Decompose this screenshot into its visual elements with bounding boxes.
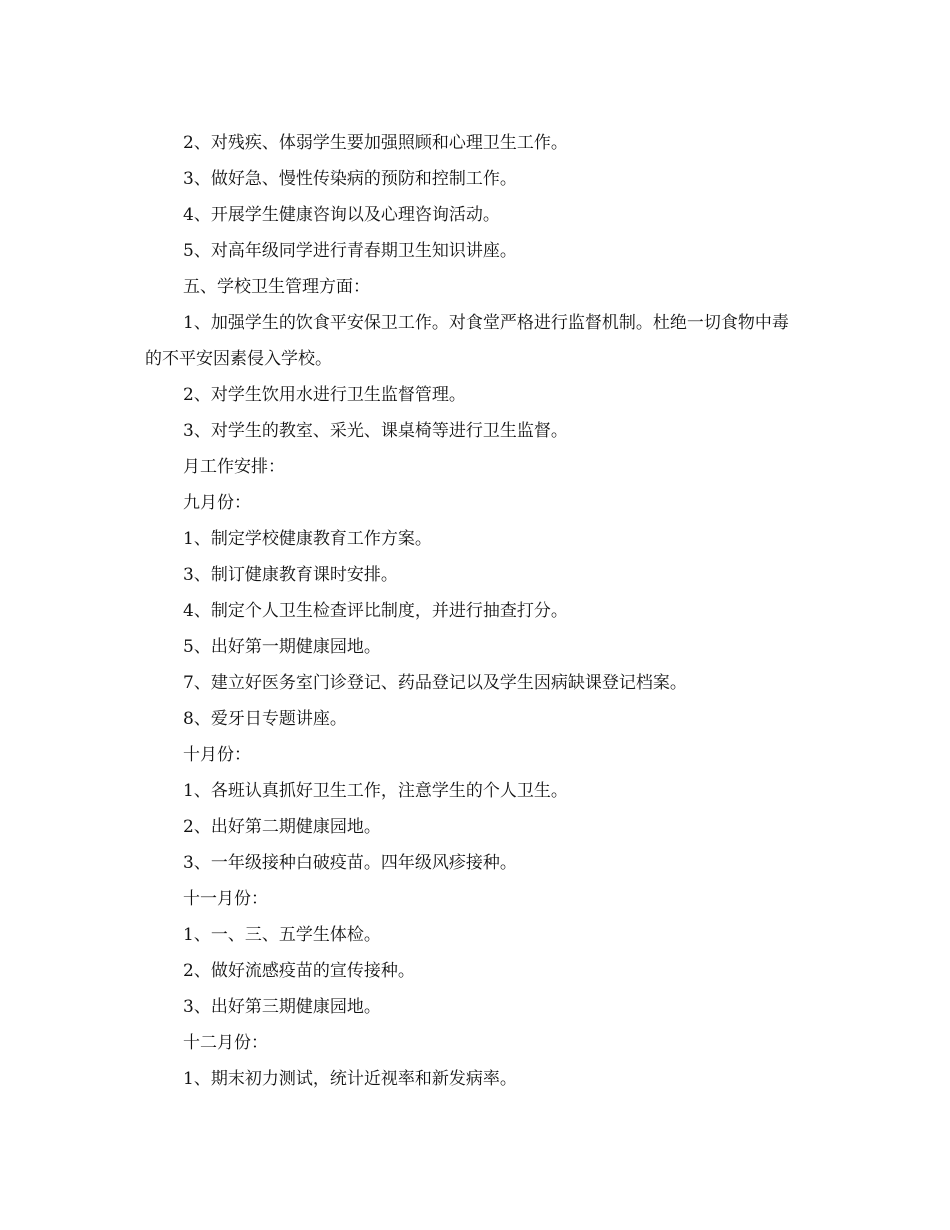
- paragraph: 1、制定学校健康教育工作方案。: [183, 529, 432, 549]
- paragraph: 2、出好第二期健康园地。: [183, 817, 381, 837]
- paragraph: 1、加强学生的饮食平安保卫工作。对食堂严格进行监督机制。杜绝一切食物中毒的不平安因素侵入学校。: [145, 313, 789, 369]
- paragraph: 3、一年级接种白破疫苗。四年级风疹接种。: [183, 853, 517, 873]
- paragraph: 3、制订健康教育课时安排。: [183, 565, 398, 585]
- section-heading: 五、学校卫生管理方面：: [183, 277, 370, 297]
- section-heading: 月工作安排：: [183, 457, 285, 477]
- paragraph: 7、建立好医务室门诊登记、药品登记以及学生因病缺课登记档案。: [183, 673, 687, 693]
- paragraph: 2、对残疾、体弱学生要加强照顾和心理卫生工作。: [183, 133, 568, 153]
- document-body: [145, 125, 805, 1097]
- paragraph: 2、对学生饮用水进行卫生监督管理。: [183, 385, 466, 405]
- paragraph: 1、一、三、五学生体检。: [183, 925, 381, 945]
- paragraph: 4、开展学生健康咨询以及心理咨询活动。: [183, 205, 500, 225]
- paragraph: 3、做好急、慢性传染病的预防和控制工作。: [183, 169, 517, 189]
- month-heading: 九月份：: [183, 493, 251, 513]
- paragraph: 4、制定个人卫生检查评比制度，并进行抽查打分。: [183, 601, 568, 621]
- month-heading: 十月份：: [183, 745, 251, 765]
- paragraph: 1、期末初力测试，统计近视率和新发病率。: [183, 1069, 517, 1089]
- paragraph: 5、对高年级同学进行青春期卫生知识讲座。: [183, 241, 517, 261]
- paragraph: 3、出好第三期健康园地。: [183, 997, 381, 1017]
- paragraph: 1、各班认真抓好卫生工作，注意学生的个人卫生。: [183, 781, 568, 801]
- month-heading: 十一月份：: [183, 889, 268, 909]
- paragraph: 8、爱牙日专题讲座。: [183, 709, 347, 729]
- paragraph: 3、对学生的教室、采光、课桌椅等进行卫生监督。: [183, 421, 568, 441]
- month-heading: 十二月份：: [183, 1033, 268, 1053]
- paragraph: 2、做好流感疫苗的宣传接种。: [183, 961, 415, 981]
- paragraph: 5、出好第一期健康园地。: [183, 637, 381, 657]
